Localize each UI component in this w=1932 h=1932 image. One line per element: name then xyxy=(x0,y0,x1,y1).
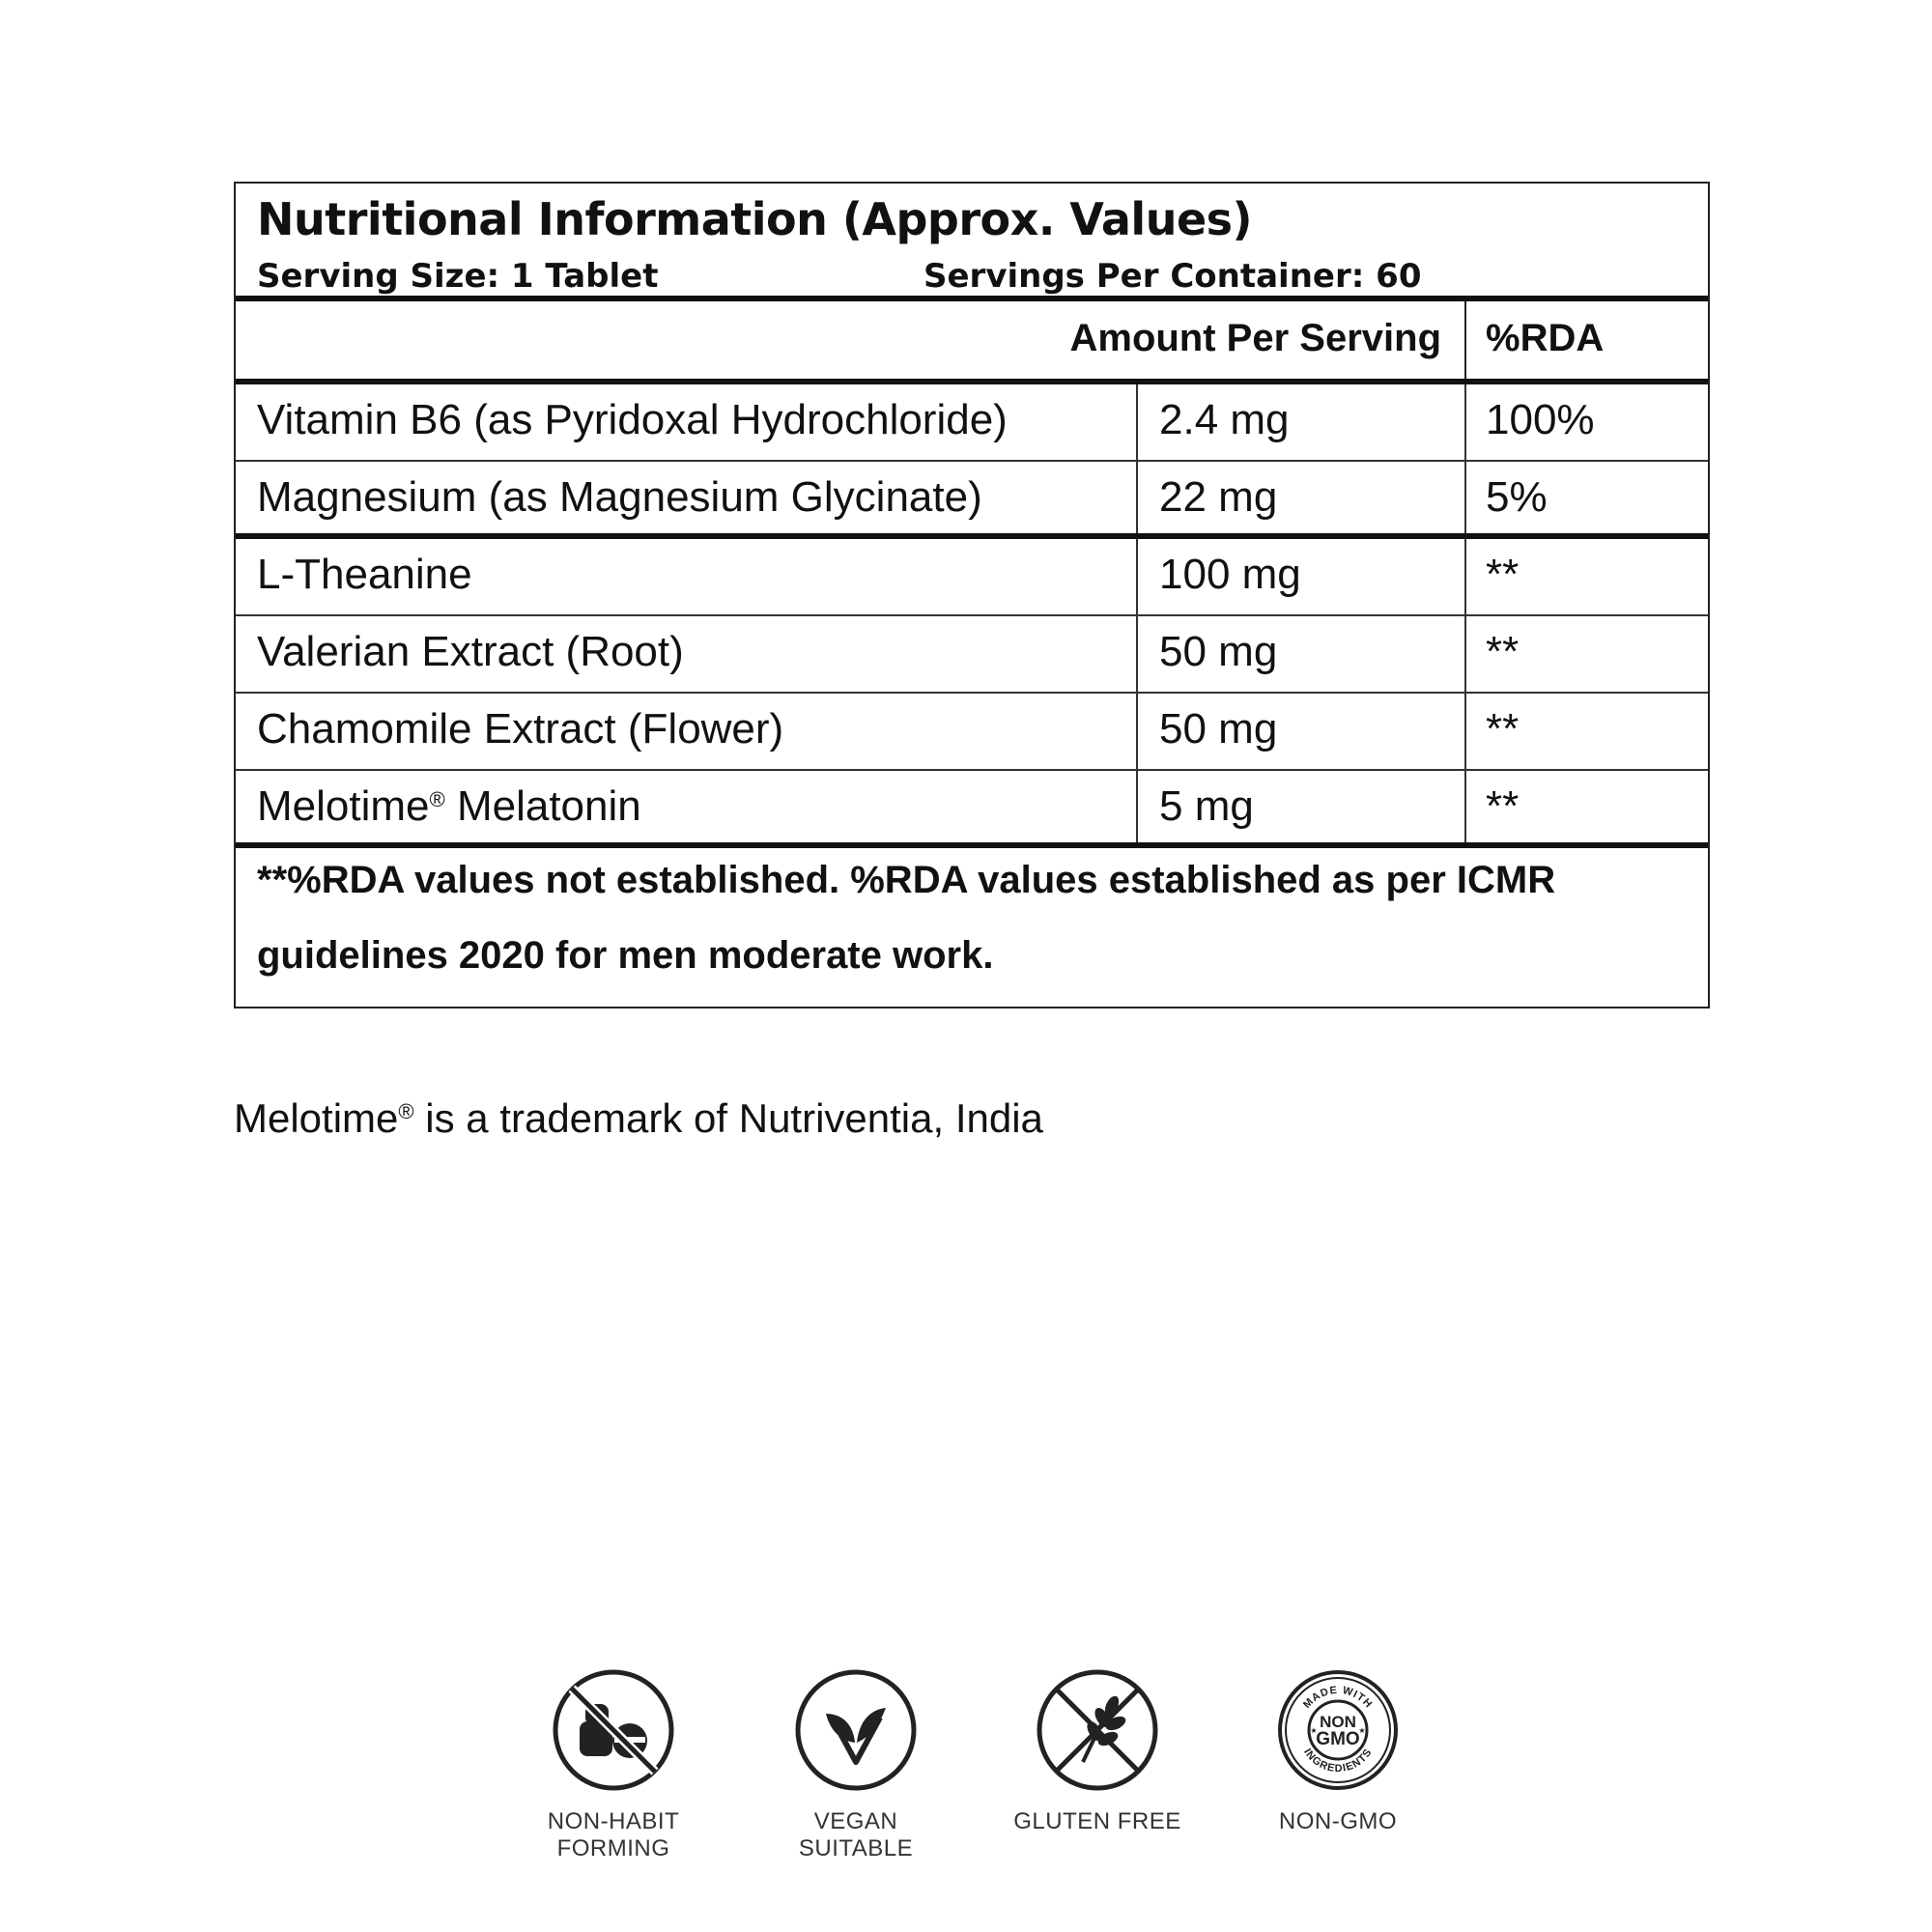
nutrient-amount: 5 mg xyxy=(1159,782,1254,830)
nutrient-name: Chamomile Extract (Flower) xyxy=(257,705,784,753)
nutrient-amount: 22 mg xyxy=(1159,473,1278,521)
badge-gluten-free xyxy=(1010,1667,1184,1835)
nutrient-name: Vitamin B6 (as Pyridoxal Hydrochloride) xyxy=(257,396,1008,443)
nutrient-rda: ** xyxy=(1486,705,1520,753)
badge-non-habit-forming xyxy=(526,1667,700,1862)
badge-label: VEGAN SUITABLE xyxy=(798,1808,914,1861)
registered-mark: ® xyxy=(429,787,445,811)
servings-per-container: Servings Per Container: 60 xyxy=(923,257,1422,296)
badge-non-gmo xyxy=(1251,1667,1425,1835)
nutrient-amount: 100 mg xyxy=(1159,551,1301,598)
nutrient-rda: 100% xyxy=(1486,396,1595,443)
rda-footnote: **%RDA values not established. %RDA values established as per ICMR guidelines 2020 for men moderate work. xyxy=(257,859,1556,977)
registered-mark: ® xyxy=(398,1099,414,1123)
badge-label: NON-GMO xyxy=(1278,1808,1398,1834)
nutrient-amount: 50 mg xyxy=(1159,628,1278,675)
nutrient-rda: ** xyxy=(1486,551,1520,598)
nutrient-amount: 50 mg xyxy=(1159,705,1278,753)
badge-label: GLUTEN FREE xyxy=(1013,1808,1181,1834)
nutrient-name: Valerian Extract (Root) xyxy=(257,628,684,675)
nutrient-rda: 5% xyxy=(1486,473,1548,521)
amount-per-serving-header: Amount Per Serving xyxy=(1069,317,1441,359)
nutrient-name: L-Theanine xyxy=(257,551,472,598)
svg-text:MADE WITH: MADE WITH xyxy=(1301,1684,1375,1711)
trademark-notice: Melotime® is a trademark of Nutriventia, India xyxy=(234,1095,1043,1141)
nutrient-name: Magnesium (as Magnesium Glycinate) xyxy=(257,473,982,521)
non-gmo-seal-icon xyxy=(1275,1667,1401,1793)
badge-vegan-suitable xyxy=(769,1667,943,1862)
badge-label: NON-HABIT FORMING xyxy=(547,1808,680,1861)
vegan-leaf-icon xyxy=(793,1667,919,1793)
nutrient-rda: ** xyxy=(1486,628,1520,675)
gluten-free-icon xyxy=(1035,1667,1160,1793)
panel-title: Nutritional Information (Approx. Values) xyxy=(257,193,1253,245)
nutrient-amount: 2.4 mg xyxy=(1159,396,1290,443)
svg-text:NON: NON xyxy=(1320,1713,1356,1731)
nutrient-rda: ** xyxy=(1486,782,1520,830)
svg-text:★: ★ xyxy=(1310,1726,1318,1735)
svg-text:GMO: GMO xyxy=(1316,1729,1360,1749)
svg-text:★: ★ xyxy=(1358,1726,1366,1735)
non-habit-forming-icon xyxy=(551,1667,676,1793)
svg-text:INGREDIENTS: INGREDIENTS xyxy=(1301,1746,1375,1776)
nutrient-name: Melotime® Melatonin xyxy=(257,782,641,830)
serving-size: Serving Size: 1 Tablet xyxy=(257,257,659,296)
rda-header: %RDA xyxy=(1486,317,1605,359)
